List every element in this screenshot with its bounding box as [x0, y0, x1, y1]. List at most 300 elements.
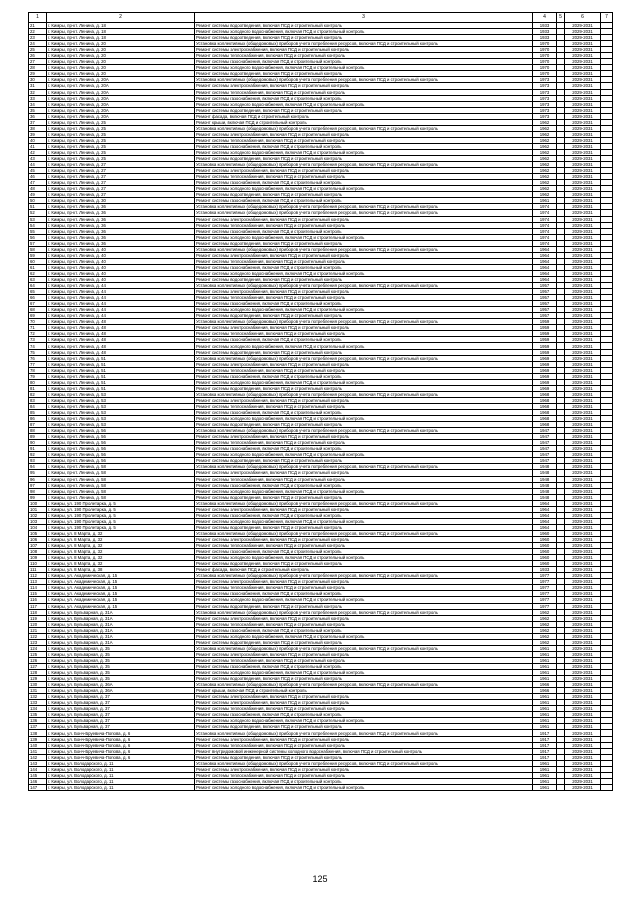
address-cell: г. Кимры, пр-кт. Ленина, д. 25: [47, 156, 195, 162]
year-cell: 1970: [533, 47, 557, 53]
year-cell: 1974: [533, 240, 557, 246]
period-cell: 2029-2031: [565, 325, 601, 331]
work-type-cell: Ремонт фасада, включая ПСД и строительный контроль: [195, 567, 533, 573]
year-cell: 1964: [533, 264, 557, 270]
row-number: 118: [29, 609, 47, 615]
row-number: 29: [29, 71, 47, 77]
row-number: 33: [29, 95, 47, 101]
work-type-cell: Ремонт системы теплоснабжения, включая ПСД и строительный контроль: [195, 772, 533, 778]
row-number: 63: [29, 276, 47, 282]
row-number: 34: [29, 101, 47, 107]
work-type-cell: Ремонт системы водоотведения, включая ПСД и строительный контроль: [195, 385, 533, 391]
address-cell: г. Кимры, ул. Академическая, д. 15: [47, 573, 195, 579]
work-type-cell: Ремонт системы газоснабжения, включая ПСД и строительный контроль: [195, 373, 533, 379]
year-cell: 1968: [533, 410, 557, 416]
row-number: 59: [29, 252, 47, 258]
work-type-cell: Ремонт системы теплоснабжения, включая ПСД и строительный контроль: [195, 53, 533, 59]
work-type-cell: Ремонт системы холодного водоснабжения, включая ПСД и строительный контроль: [195, 416, 533, 422]
year-cell: 1961: [533, 651, 557, 657]
row-number: 117: [29, 603, 47, 609]
row-number: 135: [29, 712, 47, 718]
row-number: 90: [29, 440, 47, 446]
year-cell: 1947: [533, 446, 557, 452]
row-number: 21: [29, 23, 47, 29]
period-cell: 2029-2031: [565, 518, 601, 524]
row-number: 72: [29, 331, 47, 337]
work-type-cell: Установка коллективных (общедомовых) приборов учета потребления ресурсов, включая ПСД и строительный контроль: [195, 609, 533, 615]
work-type-cell: Ремонт системы газоснабжения, включая ПСД и строительный контроль: [195, 95, 533, 101]
period-cell: 2029-2031: [565, 718, 601, 724]
period-cell: 2029-2031: [565, 35, 601, 41]
work-type-cell: Установка коллективных (общедомовых) приборов учета потребления ресурсов, включая ПСД и строительный контроль: [195, 682, 533, 688]
work-type-cell: Ремонт системы электроснабжения, включая ПСД и строительный контроль: [195, 470, 533, 476]
period-cell: 2029-2031: [565, 198, 601, 204]
year-cell: 1959: [533, 343, 557, 349]
work-type-cell: Ремонт системы теплоснабжения, включая ПСД и строительный контроль: [195, 258, 533, 264]
period-cell: 2029-2031: [565, 77, 601, 83]
year-cell: 1966: [533, 688, 557, 694]
period-cell: 2029-2031: [565, 621, 601, 627]
work-type-cell: Ремонт системы электроснабжения, включая ПСД и строительный контроль: [195, 700, 533, 706]
work-type-cell: Ремонт системы водоотведения, включая ПСД и строительный контроль: [195, 639, 533, 645]
year-cell: 1933: [533, 35, 557, 41]
year-cell: 1962: [533, 609, 557, 615]
period-cell: 2029-2031: [565, 567, 601, 573]
work-type-cell: Ремонт системы газоснабжения, включая ПСД и строительный контроль: [195, 512, 533, 518]
year-cell: 1960: [533, 549, 557, 555]
address-cell: г. Кимры, ул. Бонч-Бруевича-Попова, д. 6: [47, 748, 195, 754]
period-cell: 2029-2031: [565, 107, 601, 113]
row-number: 108: [29, 549, 47, 555]
work-type-cell: Ремонт системы газоснабжения, включая ПСД и строительный контроль: [195, 59, 533, 65]
period-cell: 2029-2031: [565, 59, 601, 65]
year-cell: 1968: [533, 397, 557, 403]
year-cell: 1917: [533, 736, 557, 742]
row-number: 42: [29, 149, 47, 155]
period-cell: 2029-2031: [565, 736, 601, 742]
row-number: 134: [29, 706, 47, 712]
year-cell: 1962: [533, 156, 557, 162]
period-cell: 2029-2031: [565, 766, 601, 772]
year-cell: 1974: [533, 216, 557, 222]
period-cell: 2029-2031: [565, 270, 601, 276]
address-cell: г. Кимры, пр-кт. Ленина, д. 40: [47, 252, 195, 258]
period-cell: 2029-2031: [565, 125, 601, 131]
period-cell: 2029-2031: [565, 216, 601, 222]
period-cell: 2029-2031: [565, 47, 601, 53]
period-cell: 2029-2031: [565, 772, 601, 778]
period-cell: 2029-2031: [565, 228, 601, 234]
row-number: 75: [29, 349, 47, 355]
period-cell: 2029-2031: [565, 391, 601, 397]
work-type-cell: Ремонт системы теплоснабжения, включая ПСД и строительный контроль: [195, 331, 533, 337]
period-cell: 2029-2031: [565, 500, 601, 506]
row-number: 98: [29, 488, 47, 494]
period-cell: 2029-2031: [565, 186, 601, 192]
period-cell: 2029-2031: [565, 137, 601, 143]
address-cell: г. Кимры, пр-кт. Ленина, д. 53: [47, 403, 195, 409]
period-cell: 2029-2031: [565, 83, 601, 89]
work-type-cell: Ремонт системы газоснабжения, включая ПСД и строительный контроль: [195, 712, 533, 718]
year-cell: 1962: [533, 125, 557, 131]
year-cell: 1947: [533, 434, 557, 440]
row-number: 28: [29, 65, 47, 71]
period-cell: 2029-2031: [565, 784, 601, 790]
year-cell: 1964: [533, 246, 557, 252]
row-number: 143: [29, 760, 47, 766]
work-type-cell: Ремонт системы теплоснабжения, включая ПСД и строительный контроль: [195, 137, 533, 143]
address-cell: г. Кимры, пр-кт. Ленина, д. 25: [47, 119, 195, 125]
period-cell: 2029-2031: [565, 349, 601, 355]
year-cell: 1961: [533, 712, 557, 718]
address-cell: г. Кимры, пр-кт. Ленина, д. 25: [47, 137, 195, 143]
row-number: 62: [29, 270, 47, 276]
work-type-cell: Ремонт системы теплоснабжения, включая ПСД и строительный контроль: [195, 174, 533, 180]
year-cell: 1970: [533, 59, 557, 65]
work-type-cell: Ремонт системы газоснабжения, включая ПСД и строительный контроль: [195, 627, 533, 633]
work-type-cell: Ремонт системы газоснабжения, включая ПСД и строительный контроль: [195, 301, 533, 307]
period-cell: 2029-2031: [565, 283, 601, 289]
work-type-cell: Ремонт системы холодного водоснабжения, включая ПСД и строительный контроль: [195, 488, 533, 494]
year-cell: 1917: [533, 742, 557, 748]
work-type-cell: Установка коллективных (общедомовых) приборов учета потребления ресурсов, включая ПСД и строительный контроль: [195, 41, 533, 47]
year-cell: 1968: [533, 403, 557, 409]
year-cell: 1962: [533, 180, 557, 186]
work-type-cell: Ремонт системы водоотведения, включая ПСД и строительный контроль: [195, 349, 533, 355]
year-cell: 1948: [533, 476, 557, 482]
address-cell: г. Кимры, пр-кт. Ленина, д. 58: [47, 494, 195, 500]
work-type-cell: Ремонт системы газоснабжения, включая ПСД и строительный контроль: [195, 591, 533, 597]
year-cell: 1962: [533, 168, 557, 174]
year-cell: 1964: [533, 270, 557, 276]
work-type-cell: Ремонт системы теплоснабжения, включая ПСД и строительный контроль: [195, 89, 533, 95]
work-type-cell: Установка коллективных (общедомовых) приборов учета потребления ресурсов, включая ПСД и строительный контроль: [195, 391, 533, 397]
address-cell: г. Кимры, пр-кт. Ленина, д. 53: [47, 410, 195, 416]
year-cell: 1917: [533, 754, 557, 760]
year-cell: 1970: [533, 41, 557, 47]
row-number: 67: [29, 301, 47, 307]
address-cell: г. Кимры, ул. 190 Пролетарка, д. 5: [47, 500, 195, 506]
work-type-cell: Ремонт системы газоснабжения, включая ПСД и строительный контроль: [195, 482, 533, 488]
row-number: 32: [29, 89, 47, 95]
row-number: 88: [29, 428, 47, 434]
row-number: 141: [29, 748, 47, 754]
work-type-cell: Установка коллективных (общедомовых) приборов учета потребления ресурсов, включая ПСД и строительный контроль: [195, 530, 533, 536]
period-cell: 2029-2031: [565, 385, 601, 391]
work-type-cell: Ремонт системы электроснабжения, включая ПСД и строительный контроль: [195, 83, 533, 89]
address-cell: г. Кимры, ул. Бонч-Бруевича-Попова, д. 6: [47, 730, 195, 736]
period-cell: 2029-2031: [565, 603, 601, 609]
address-cell: г. Кимры, пр-кт. Ленина, д. 20А: [47, 77, 195, 83]
address-cell: г. Кимры, пр-кт. Ленина, д. 20А: [47, 107, 195, 113]
work-type-cell: Ремонт системы теплоснабжения, включая ПСД и строительный контроль: [195, 295, 533, 301]
address-cell: г. Кимры, пр-кт. Ленина, д. 27: [47, 168, 195, 174]
row-number: 43: [29, 156, 47, 162]
address-cell: г. Кимры, пр-кт. Ленина, д. 51: [47, 373, 195, 379]
row-number: 137: [29, 724, 47, 730]
row-number: 38: [29, 125, 47, 131]
work-type-cell: Ремонт системы холодного водоснабжения, включая ПСД и строительный контроль: [195, 101, 533, 107]
period-cell: 2029-2031: [565, 760, 601, 766]
row-number: 142: [29, 754, 47, 760]
work-type-cell: Ремонт системы водоотведения, включая ПСД и строительный контроль: [195, 23, 533, 29]
period-cell: 2029-2031: [565, 41, 601, 47]
address-cell: г. Кимры, пр-кт. Ленина, д. 20: [47, 53, 195, 59]
work-type-cell: Ремонт системы теплоснабжения, включая ПСД и строительный контроль: [195, 621, 533, 627]
work-type-cell: Установка коллективных (общедомовых) приборов учета потребления ресурсов, включая ПСД и строительный контроль: [195, 283, 533, 289]
address-cell: г. Кимры, пр-кт. Ленина, д. 44: [47, 313, 195, 319]
address-cell: г. Кимры, пр-кт. Ленина, д. 44: [47, 283, 195, 289]
address-cell: г. Кимры, пр-кт. Ленина, д. 48: [47, 319, 195, 325]
address-cell: г. Кимры, ул. Володарского, д. 11: [47, 784, 195, 790]
year-cell: 1962: [533, 621, 557, 627]
work-type-cell: Ремонт системы теплоснабжения, включая ПСД и строительный контроль: [195, 440, 533, 446]
row-number: 61: [29, 264, 47, 270]
period-cell: 2029-2031: [565, 651, 601, 657]
address-cell: г. Кимры, ул. Бульварная, д. 37: [47, 706, 195, 712]
period-cell: 2029-2031: [565, 476, 601, 482]
year-cell: 1962: [533, 143, 557, 149]
address-cell: г. Кимры, пр-кт. Ленина, д. 20: [47, 65, 195, 71]
register-sheet: [28, 12, 612, 791]
address-cell: г. Кимры, ул. 8 Марта, д. 32: [47, 561, 195, 567]
period-cell: 2029-2031: [565, 585, 601, 591]
address-cell: г. Кимры, пр-кт. Ленина, д. 44: [47, 295, 195, 301]
period-cell: 2029-2031: [565, 168, 601, 174]
address-cell: г. Кимры, ул. Володарского, д. 11: [47, 778, 195, 784]
year-cell: 1962: [533, 186, 557, 192]
row-number: 89: [29, 434, 47, 440]
work-type-cell: Ремонт системы электроснабжения, включая ПСД и строительный контроль: [195, 252, 533, 258]
work-type-cell: Ремонт фасада, включая ПСД и строительный контроль: [195, 113, 533, 119]
address-cell: г. Кимры, пр-кт. Ленина, д. 48: [47, 331, 195, 337]
year-cell: 1973: [533, 89, 557, 95]
period-cell: 2029-2031: [565, 657, 601, 663]
row-number: 85: [29, 410, 47, 416]
period-cell: 2029-2031: [565, 530, 601, 536]
work-type-cell: Ремонт системы электроснабжения, включая ПСД и строительный контроль: [195, 325, 533, 331]
address-cell: г. Кимры, пр-кт. Ленина, д. 18: [47, 35, 195, 41]
column-number-row: [29, 13, 613, 23]
period-cell: 2029-2031: [565, 397, 601, 403]
row-number: 86: [29, 416, 47, 422]
year-cell: 1970: [533, 53, 557, 59]
address-cell: г. Кимры, пр-кт. Ленина, д. 48: [47, 349, 195, 355]
column-number-1: 1: [29, 13, 47, 23]
work-type-cell: Ремонт системы электроснабжения, включая ПСД и строительный контроль: [195, 168, 533, 174]
period-cell: 2029-2031: [565, 700, 601, 706]
work-type-cell: Ремонт системы водоотведения, включая ПСД и строительный контроль: [195, 524, 533, 530]
row-number: 66: [29, 295, 47, 301]
row-number: 87: [29, 422, 47, 428]
period-cell: 2029-2031: [565, 313, 601, 319]
work-type-cell: Ремонт системы электроснабжения, включая ПСД и строительный контроль: [195, 47, 533, 53]
row-number: 132: [29, 694, 47, 700]
work-type-cell: Ремонт системы водоотведения, включая ПСД и строительный контроль: [195, 754, 533, 760]
period-cell: 2029-2031: [565, 113, 601, 119]
period-cell: 2029-2031: [565, 289, 601, 295]
period-cell: 2029-2031: [565, 446, 601, 452]
work-type-cell: Ремонт системы холодного водоснабжения, включая ПСД и строительный контроль: [195, 149, 533, 155]
year-cell: 1969: [533, 355, 557, 361]
year-cell: 1962: [533, 192, 557, 198]
year-cell: 1961: [533, 657, 557, 663]
year-cell: 1961: [533, 718, 557, 724]
address-cell: г. Кимры, ул. Бульварная, д. 35: [47, 651, 195, 657]
address-cell: г. Кимры, ул. Бульварная, д. 31А: [47, 621, 195, 627]
year-cell: 1960: [533, 543, 557, 549]
period-cell: 2029-2031: [565, 488, 601, 494]
address-cell: г. Кимры, пр-кт. Ленина, д. 27: [47, 180, 195, 186]
year-cell: 1968: [533, 391, 557, 397]
work-type-cell: Установка коллективных (общедомовых) приборов учета потребления ресурсов, включая ПСД и строительный контроль: [195, 645, 533, 651]
row-number: 52: [29, 210, 47, 216]
year-cell: 1962: [533, 131, 557, 137]
period-cell: 2029-2031: [565, 71, 601, 77]
row-number: 100: [29, 500, 47, 506]
work-type-cell: Ремонт системы газоснабжения, включая ПСД и строительный контроль: [195, 410, 533, 416]
work-type-cell: Ремонт системы водоотведения, включая ПСД и строительный контроль: [195, 276, 533, 282]
address-cell: г. Кимры, пр-кт. Ленина, д. 40: [47, 264, 195, 270]
period-cell: 2029-2031: [565, 742, 601, 748]
address-cell: г. Кимры, пр-кт. Ленина, д. 51: [47, 361, 195, 367]
period-cell: 2029-2031: [565, 591, 601, 597]
period-cell: 2029-2031: [565, 119, 601, 125]
work-type-cell: Установка коллективных (общедомовых) приборов учета потребления ресурсов, включая ПСД и строительный контроль: [195, 730, 533, 736]
work-type-cell: Ремонт системы холодного водоснабжения, включая ПСД и строительный контроль: [195, 452, 533, 458]
work-type-cell: Установка коллективных (общедомовых) приборов учета потребления ресурсов, включая ПСД и строительный контроль: [195, 210, 533, 216]
address-cell: г. Кимры, ул. Бульварная, д. 35: [47, 645, 195, 651]
work-type-cell: Установка коллективных (общедомовых) приборов учета потребления ресурсов, включая ПСД и строительный контроль: [195, 760, 533, 766]
work-type-cell: Ремонт системы электроснабжения, включая ПСД и строительный контроль: [195, 289, 533, 295]
row-number: 80: [29, 379, 47, 385]
row-number: 127: [29, 663, 47, 669]
period-cell: 2029-2031: [565, 524, 601, 530]
address-cell: г. Кимры, пр-кт. Ленина, д. 40: [47, 270, 195, 276]
period-cell: 2029-2031: [565, 615, 601, 621]
address-cell: г. Кимры, пр-кт. Ленина, д. 20: [47, 59, 195, 65]
period-cell: 2029-2031: [565, 192, 601, 198]
work-type-cell: Ремонт системы электроснабжения, включая ПСД и строительный контроль: [195, 766, 533, 772]
row-number: 115: [29, 591, 47, 597]
address-cell: г. Кимры, пр-кт. Ленина, д. 20: [47, 71, 195, 77]
year-cell: 1962: [533, 639, 557, 645]
column-number-6: 6: [565, 13, 601, 23]
row-number: 57: [29, 240, 47, 246]
year-cell: 1961: [533, 694, 557, 700]
period-cell: 2029-2031: [565, 240, 601, 246]
address-cell: г. Кимры, пр-кт. Ленина, д. 56: [47, 446, 195, 452]
work-type-cell: Установка коллективных (общедомовых) приборов учета потребления ресурсов, включая ПСД и строительный контроль: [195, 464, 533, 470]
address-cell: г. Кимры, пр-кт. Ленина, д. 20А: [47, 95, 195, 101]
year-cell: 1961: [533, 778, 557, 784]
row-number: 24: [29, 41, 47, 47]
year-cell: 1974: [533, 234, 557, 240]
work-type-cell: Установка коллективных (общедомовых) приборов учета потребления ресурсов, включая ПСД и строительный контроль: [195, 500, 533, 506]
work-type-cell: Ремонт системы холодного водоснабжения, включая ПСД и строительный контроль: [195, 784, 533, 790]
address-cell: г. Кимры, ул. 190 Пролетарка, д. 5: [47, 518, 195, 524]
address-cell: г. Кимры, пр-кт. Ленина, д. 58: [47, 482, 195, 488]
address-cell: г. Кимры, ул. 8 Марта, д. 32: [47, 549, 195, 555]
period-cell: 2029-2031: [565, 555, 601, 561]
row-number: 114: [29, 585, 47, 591]
period-cell: 2029-2031: [565, 295, 601, 301]
year-cell: 1973: [533, 95, 557, 101]
address-cell: г. Кимры, ул. Бульварная, д. 31А: [47, 633, 195, 639]
row-number: 111: [29, 567, 47, 573]
year-cell: 1962: [533, 137, 557, 143]
work-type-cell: Ремонт системы электроснабжения, включая ПСД и строительный контроль: [195, 216, 533, 222]
address-cell: г. Кимры, пр-кт. Ленина, д. 40: [47, 258, 195, 264]
address-cell: г. Кимры, пр-кт. Ленина, д. 20А: [47, 113, 195, 119]
work-type-cell: Ремонт системы газоснабжения, включая ПСД и строительный контроль: [195, 198, 533, 204]
period-cell: 2029-2031: [565, 180, 601, 186]
row-number: 92: [29, 452, 47, 458]
period-cell: 2029-2031: [565, 778, 601, 784]
year-cell: 1961: [533, 198, 557, 204]
address-cell: г. Кимры, пр-кт. Ленина, д. 25: [47, 143, 195, 149]
year-cell: 1977: [533, 573, 557, 579]
year-cell: 1973: [533, 107, 557, 113]
period-cell: 2029-2031: [565, 131, 601, 137]
year-cell: 1964: [533, 524, 557, 530]
period-cell: 2029-2031: [565, 23, 601, 29]
work-type-cell: Ремонт системы холодного водоснабжения, включая ПСД и строительный контроль: [195, 633, 533, 639]
address-cell: г. Кимры, ул. Бонч-Бруевича-Попова, д. 6: [47, 736, 195, 742]
year-cell: 1973: [533, 101, 557, 107]
row-number: 76: [29, 355, 47, 361]
period-cell: 2029-2031: [565, 101, 601, 107]
address-cell: г. Кимры, пр-кт. Ленина, д. 53: [47, 422, 195, 428]
address-cell: г. Кимры, пр-кт. Ленина, д. 56: [47, 434, 195, 440]
row-number: 131: [29, 688, 47, 694]
work-type-cell: Ремонт системы холодного водоснабжения, включая ПСД и строительный контроль: [195, 29, 533, 35]
work-type-cell: Ремонт крыши, включая ПСД и строительный контроль: [195, 119, 533, 125]
year-cell: 1961: [533, 724, 557, 730]
year-cell: 1961: [533, 772, 557, 778]
row-number: 51: [29, 204, 47, 210]
work-type-cell: Ремонт системы теплоснабжения, включая ПСД и строительный контроль: [195, 706, 533, 712]
row-number: 25: [29, 47, 47, 53]
period-cell: 2029-2031: [565, 307, 601, 313]
address-cell: г. Кимры, пр-кт. Ленина, д. 58: [47, 476, 195, 482]
period-cell: 2029-2031: [565, 754, 601, 760]
work-type-cell: Ремонт системы водоотведения, включая ПСД и строительный контроль: [195, 494, 533, 500]
address-cell: г. Кимры, пр-кт. Ленина, д. 51: [47, 355, 195, 361]
work-type-cell: Ремонт системы водоотведения, включая ПСД и строительный контроль: [195, 192, 533, 198]
work-type-cell: Ремонт системы газоснабжения, включая ПСД и строительный контроль: [195, 663, 533, 669]
period-cell: 2029-2031: [565, 162, 601, 168]
work-type-cell: Ремонт системы электроснабжения, включая ПСД и строительный контроль: [195, 694, 533, 700]
year-cell: 1962: [533, 615, 557, 621]
address-cell: г. Кимры, пр-кт. Ленина, д. 36: [47, 228, 195, 234]
address-cell: г. Кимры, пр-кт. Ленина, д. 44: [47, 301, 195, 307]
year-cell: 1947: [533, 428, 557, 434]
year-cell: 1969: [533, 379, 557, 385]
year-cell: 1961: [533, 784, 557, 790]
row-number: 78: [29, 367, 47, 373]
row-number: 82: [29, 391, 47, 397]
row-number: 120: [29, 621, 47, 627]
period-cell: 2029-2031: [565, 361, 601, 367]
work-type-cell: Ремонт системы теплоснабжения, включая ПСД и строительный контроль: [195, 222, 533, 228]
work-type-cell: Установка коллективных (общедомовых) приборов учета потребления ресурсов, включая ПСД и строительный контроль: [195, 319, 533, 325]
address-cell: г. Кимры, пр-кт. Ленина, д. 53: [47, 391, 195, 397]
year-cell: 1959: [533, 331, 557, 337]
column-number-7: 7: [601, 13, 613, 23]
year-cell: 1964: [533, 500, 557, 506]
row-number: 105: [29, 530, 47, 536]
